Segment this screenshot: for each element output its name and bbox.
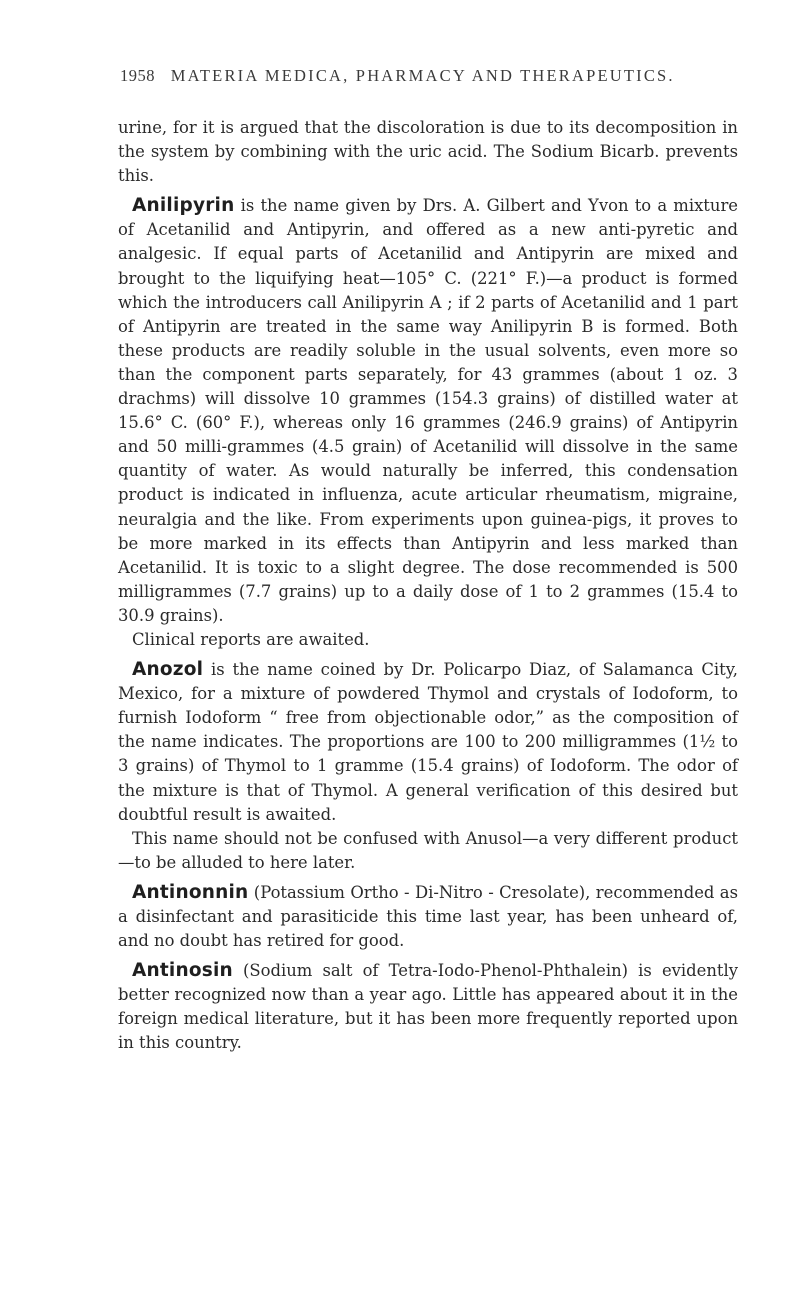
entry-text-anozol: is the name coined by Dr. Policarpo Diaz, of Salamanca City, Mexico, for a mixture of powdered Thymol and crystals of Iodoform, to furnish Iodoform “ free from objectionable odor,” as the composition of the name indicates. The proportions are 100 to 200 milligrammes (1½ to 3 grains) of Thymol to 1 gramme (15.4 grains) of Iodoform. The odor of the mixture is that of Thymol. A general verification of this desired but doubtful result is awaited. [118, 660, 738, 824]
running-head [120, 66, 738, 86]
entry-text-anilipyrin: is the name given by Drs. A. Gilbert and Yvon to a mixture of Acetanilid and Antipyrin, and offered as a new anti-pyretic and analgesic. If equal parts of Acetanilid and Antipyrin are mixed and brought to the liquifying heat—105° C. (221° F.)—a product is formed which the introducers call Anilipyrin A ; if 2 parts of Acetanilid and 1 part of Antipyrin are treated in the same way Anilipyrin B is formed. Both these products are readily soluble in the usual solvents, even more so than the component parts separately, for 43 grammes (about 1 oz. 3 drachms) will dissolve 10 grammes (154.3 grains) of distilled water at 15.6° C. (60° F.), whereas only 16 grammes (246.9 grains) of Antipyrin and 50 milli-grammes (4.5 grain) of Acetanilid will dissolve in the same quantity of water. As would naturally be inferred, this condensation product is indicated in influenza, acute articular rheumatism, migraine, neuralgia and the like. From experiments upon guinea-pigs, it proves to be more marked in its effects than Antipyrin and less marked than Acetanilid. It is toxic to a slight degree. The dose recommended is 500 milligrammes (7.7 grains) up to a daily dose of 1 to 2 grammes (15.4 to 30.9 grains). [118, 196, 738, 625]
book-page [118, 66, 738, 1056]
paragraph-anusol-note: This name should not be confused with Anusol—a very different product—to be alluded to here later. [118, 828, 738, 872]
running-title: MATERIA MEDICA, PHARMACY AND THERAPEUTICS. [170, 66, 675, 85]
entry-term-anozol: Anozol [132, 659, 204, 681]
entry-antinonnin [118, 881, 738, 953]
entry-antinosin [118, 959, 738, 1055]
entry-term-antinonnin: Antinonnin [132, 881, 249, 903]
entry-anozol [118, 658, 738, 827]
entry-term-antinosin: Antinosin [132, 960, 233, 982]
entry-text-antinonnin: (Potassium Ortho - Di-Nitro - Cresolate), recommended as a disinfectant and parasiticide this time last year, has been unheard of, and no doubt has retired for good. [118, 882, 738, 951]
entry-anilipyrin [118, 194, 738, 628]
paragraph-clinical-reports: Clinical reports are awaited. [132, 629, 370, 649]
page-number: 1958 [120, 66, 155, 85]
paragraph-continuation: urine, for it is argued that the discoloration is due to its decomposition in the system by combining with the uric acid. The Sodium Bicarb. prevents this. [118, 118, 738, 186]
entry-text-antinosin: (Sodium salt of Tetra-Iodo-Phenol-Phthalein) is evidently better recognized now than a year ago. Little has appeared about it in the foreign medical literature, but it has been more frequently reported upon in this country. [118, 961, 738, 1053]
entry-term-anilipyrin: Anilipyrin [132, 195, 235, 217]
